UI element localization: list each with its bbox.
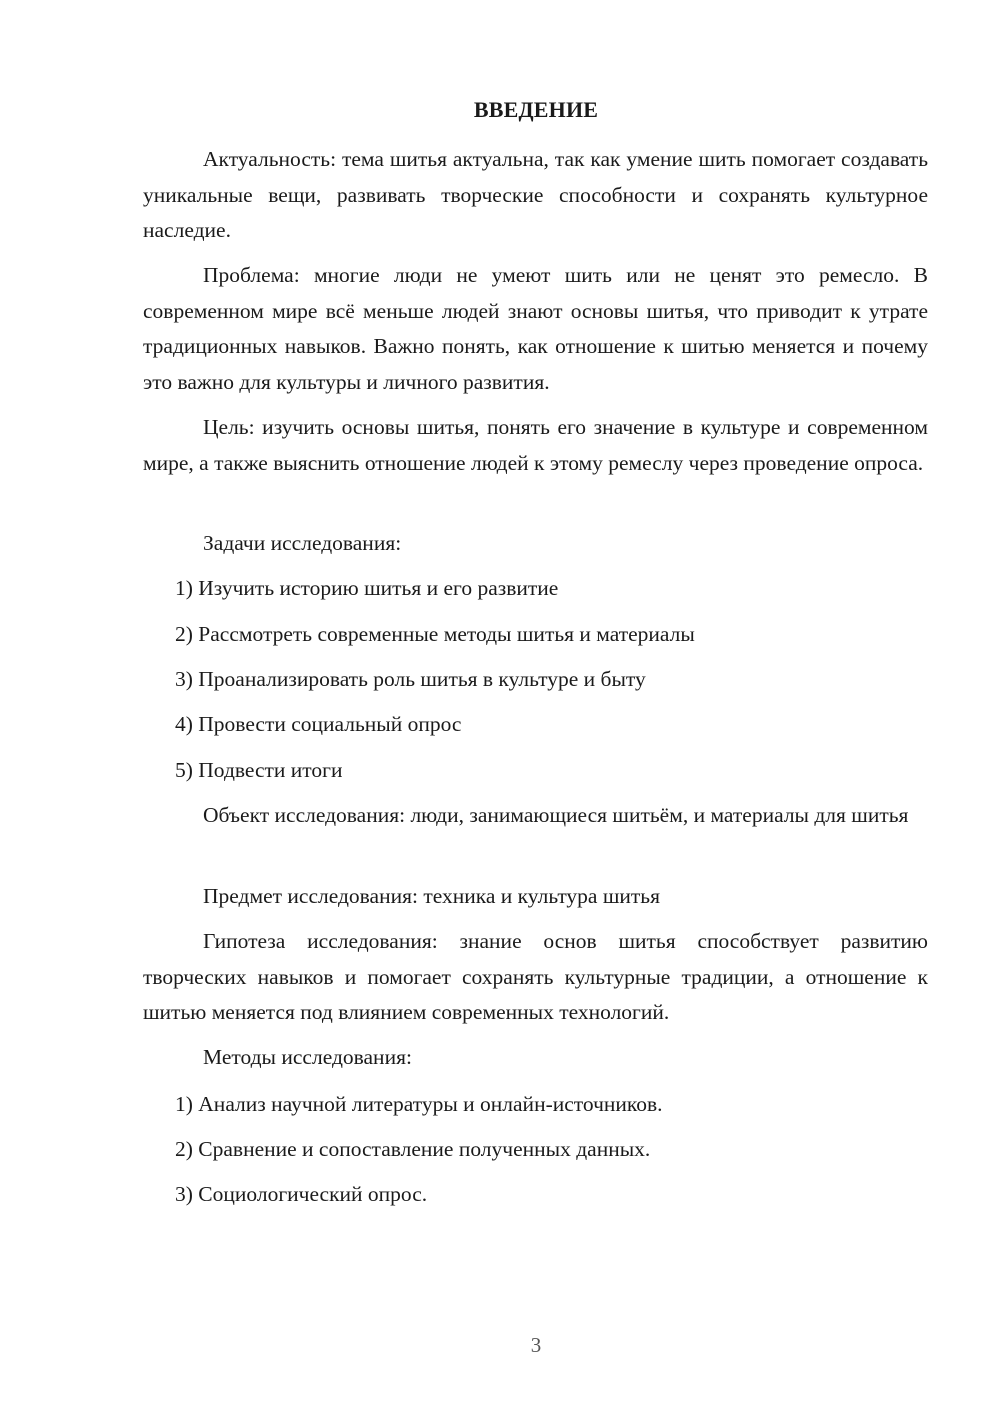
- page-number: 3: [530, 1333, 542, 1357]
- tasks-heading: Задачи исследования:: [203, 531, 402, 555]
- page-title: ВВЕДЕНИЕ: [473, 97, 599, 122]
- hypothesis-paragraph: Гипотеза исследования: знание основ шитья способствует развитию творческих навыков и помогает сохранять культурные традиции, а отношение к шитью меняется под влиянием современных технологий.: [143, 929, 928, 1024]
- task-item-1: 1) Изучить историю шитья и его развитие: [175, 576, 559, 600]
- method-item-2: 2) Сравнение и сопоставление полученных данных.: [175, 1137, 651, 1161]
- methods-heading: Методы исследования:: [203, 1045, 412, 1069]
- task-item-5: 5) Подвести итоги: [175, 758, 343, 782]
- subject-paragraph: Предмет исследования: техника и культура шитья: [203, 884, 661, 908]
- relevance-paragraph: Актуальность: тема шитья актуальна, так как умение шить помогает создавать уникальные вещи, развивать творческие способности и сохранять культурное наследие.: [143, 147, 928, 242]
- task-item-4: 4) Провести социальный опрос: [175, 712, 462, 736]
- method-item-3: 3) Социологический опрос.: [175, 1182, 428, 1206]
- problem-paragraph: Проблема: многие люди не умеют шить или не ценят это ремесло. В современном мире всё меньше людей знают основы шитья, что приводит к утрате традиционных навыков. Важно понять, как отношение к шитью меняется и почему это важно для культуры и личного развития.: [143, 263, 928, 394]
- goal-paragraph: Цель: изучить основы шитья, понять его значение в культуре и современном мире, а также выяснить отношение людей к этому ремеслу через проведение опроса.: [143, 415, 928, 475]
- task-item-2: 2) Рассмотреть современные методы шитья и материалы: [175, 622, 695, 646]
- object-paragraph: Объект исследования: люди, занимающиеся шитьём, и материалы для шитья: [203, 803, 909, 827]
- method-item-1: 1) Анализ научной литературы и онлайн-источников.: [175, 1092, 663, 1116]
- task-item-3: 3) Проанализировать роль шитья в культуре и быту: [175, 667, 646, 691]
